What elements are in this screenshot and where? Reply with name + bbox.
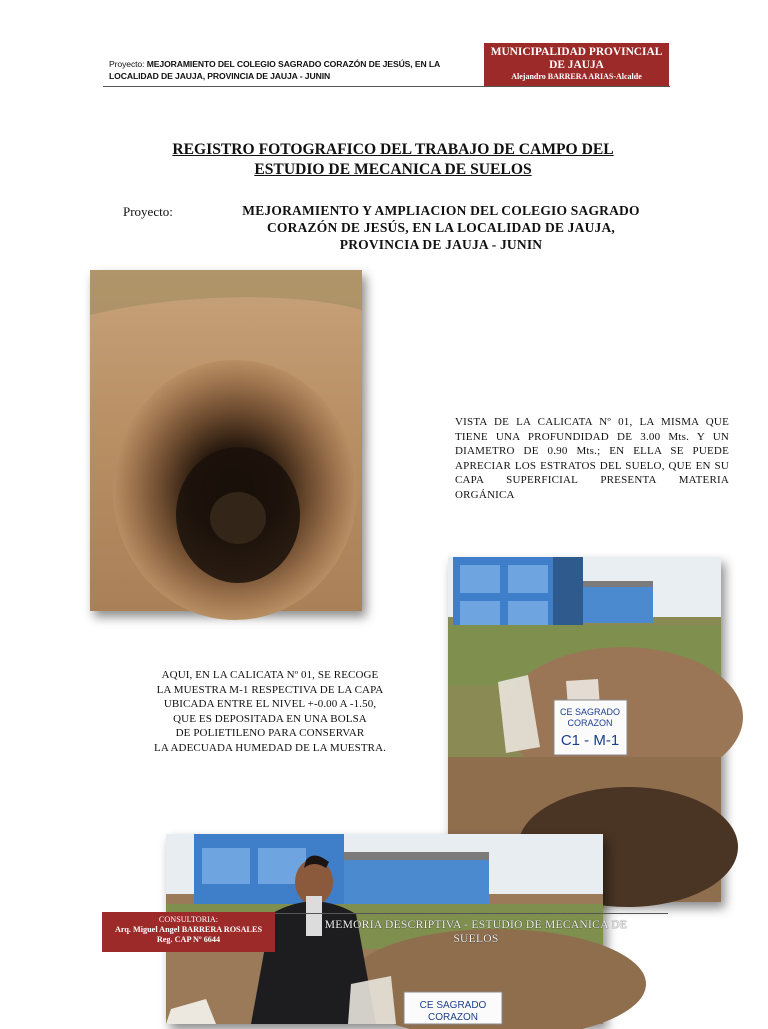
consultant-registration: Reg. CAP Nº 6644 (156, 935, 221, 944)
memo-line1: MEMORIA DESCRIPTIVA - ESTUDIO DE MECANICA DE (324, 919, 628, 931)
memo-line2: SUELOS (453, 933, 499, 945)
photo-test-pit (90, 270, 362, 611)
sign1-line1: CE SAGRADO (559, 707, 621, 717)
caption2-line3: UBICADA ENTRE EL NIVEL +-0.00 A -1.50, (163, 698, 377, 710)
consult-label: CONSULTORIA: (158, 915, 219, 924)
project-label: Proyecto: (123, 204, 173, 219)
caption2-line2: LA MUESTRA M-1 RESPECTIVA DE LA CAPA (156, 683, 384, 696)
caption2-line5: DE POLIETILENO PARA CONSERVAR (175, 727, 365, 739)
caption2-line4: QUE ES DEPOSITADA EN UNA BOLSA (173, 712, 367, 725)
project-line2: CORAZÓN DE JESÚS, EN LA LOCALIDAD DE JAUJA, (266, 220, 616, 235)
footer-rule (250, 913, 668, 914)
caption2-line6: LA ADECUADA HUMEDAD DE LA MUESTRA. (154, 741, 386, 754)
consultant-badge (102, 912, 275, 952)
header-project-text: MEJORAMIENTO DEL COLEGIO SAGRADO CORAZÓN DE JESÚS, EN LA LOCALIDAD DE JAUJA, PROVINCIA DE JAUJA - JUNIN (109, 59, 440, 81)
caption2-line1: AQUI, EN LA CALICATA Nº 01, SE RECOGE (161, 669, 379, 681)
footer-memo (283, 918, 669, 946)
municipality-line1: MUNICIPALIDAD PROVINCIAL (490, 46, 663, 58)
header-rule (103, 86, 670, 87)
sign1-line3: C1 - M-1 (560, 732, 620, 749)
project-line3: PROVINCIA DE JAUJA - JUNIN (339, 237, 543, 252)
header-project-label: Proyecto: (109, 59, 145, 69)
municipality-badge (484, 43, 669, 86)
caption-sample (120, 668, 420, 755)
header-project (109, 58, 481, 82)
test-pit-image (90, 270, 362, 611)
municipality-line2: DE JAUJA (549, 59, 604, 71)
project-name (210, 202, 672, 253)
page-title (110, 140, 676, 180)
sign2-line1: CE SAGRADO (419, 1000, 487, 1011)
sign1-line2: CORAZON (567, 718, 613, 728)
title-line2: ESTUDIO DE MECANICA DE SUELOS (254, 161, 532, 178)
consultant-name: Arq. Miguel Angel BARRERA ROSALES (114, 925, 263, 934)
title-line1: REGISTRO FOTOGRAFICO DEL TRABAJO DE CAMPO DEL (172, 141, 614, 158)
mayor-name: Alejandro BARRERA ARIAS-Alcalde (511, 72, 642, 81)
project-line1: MEJORAMIENTO Y AMPLIACION DEL COLEGIO SAGRADO (242, 203, 640, 218)
sign2-line2: CORAZON (428, 1012, 478, 1023)
caption-test-pit: VISTA DE LA CALICATA Nº 01, LA MISMA QUE TIENE UNA PROFUNDIDAD DE 3.00 Mts. Y UN DIAMETRO DE 0.90 Mts.; EN ELLA SE PUEDE APRECIAR LOS ESTRATOS DEL SUELO, QUE EN SU CAPA SUPERFICIAL PRESENTA MATERIA ORGÁNICA (455, 416, 729, 501)
